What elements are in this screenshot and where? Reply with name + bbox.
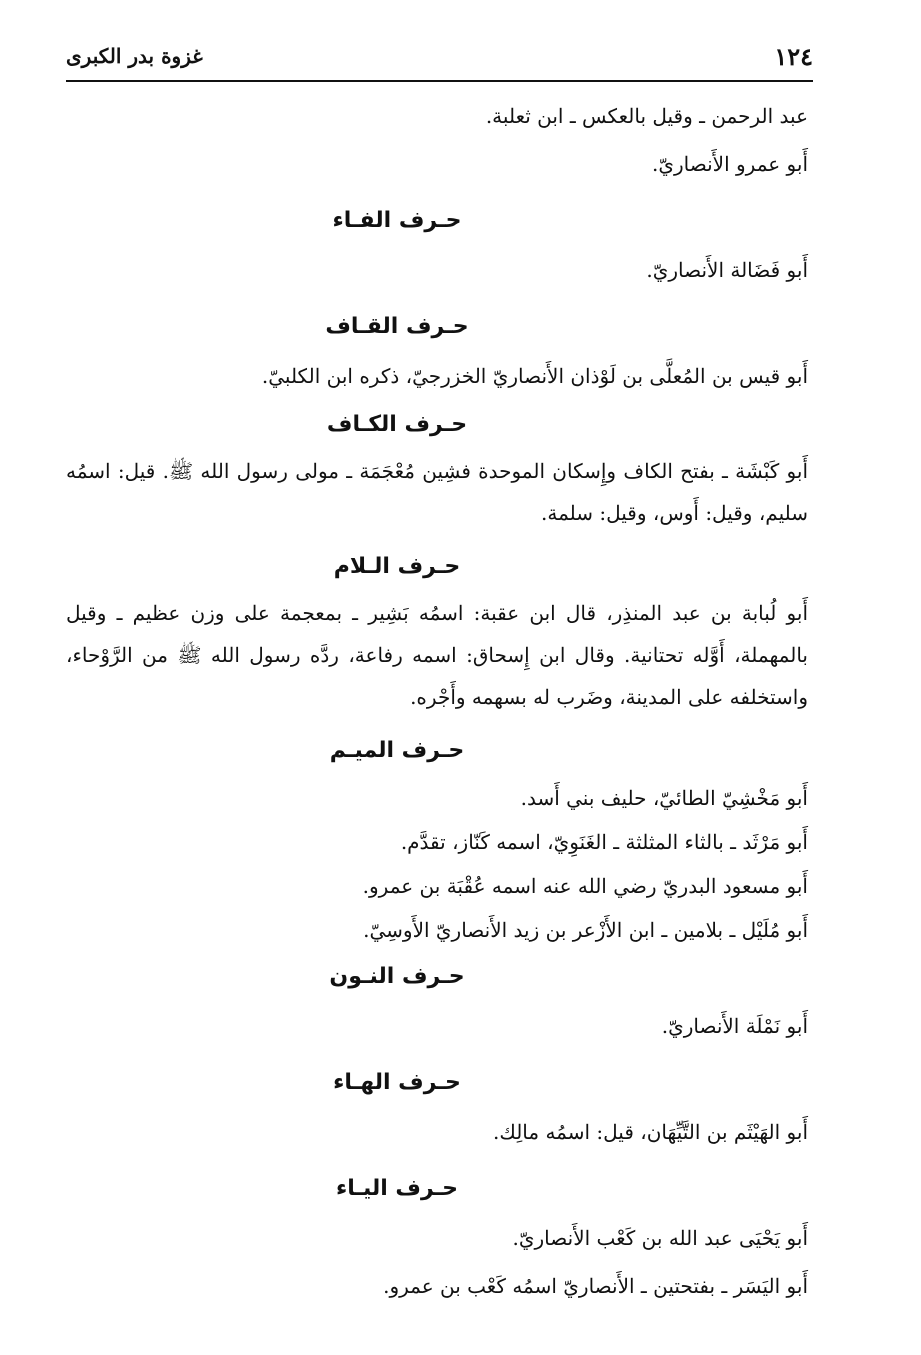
- entry-line: أَبو فَضَالة الأَنصاريّ.: [646, 258, 808, 282]
- section-heading-kaf: حـرف الكـاف: [326, 412, 468, 437]
- running-title: غزوة بدر الكبرى: [66, 44, 203, 68]
- entry-line: أَبو نَمْلَة الأَنصاريّ.: [661, 1014, 808, 1038]
- entry-line: أَبو مَخْشِيّ الطائيّ، حليف بني أَسد.: [520, 786, 808, 810]
- section-heading-nun: حـرف النـون: [329, 964, 465, 989]
- entry-line: عبد الرحمن ـ وقيل بالعكس ـ ابن ثعلبة.: [485, 104, 808, 128]
- section-heading-ha: حـرف الهـاء: [333, 1070, 461, 1095]
- entry-line: أَبو اليَسَر ـ بفتحتين ـ الأَنصاريّ اسمُه كَعْب بن عمرو.: [383, 1274, 808, 1298]
- section-heading-lam: حـرف الـلام: [333, 554, 461, 579]
- section-heading-qaf: حـرف القـاف: [325, 314, 469, 339]
- entry-paragraph: أَبو لُبابة بن عبد المنذِر، قال ابن عقبة: اسمُه بَشِير ـ بمعجمة على وزن عظيم ـ وقيل بالمهملة، أَوَّله تحتانية. وقال ابن إِسحاق: اسمه رفاعة، ردَّه رسول الله ﷺ من الرَّوْحاء، واستخلفه على المدينة، وضَرب له بسهمه وأَجْره.: [66, 601, 808, 709]
- entry-line: أَبو يَحْيَى عبد الله بن كَعْب الأَنصاريّ.: [512, 1226, 808, 1250]
- entry-line: أَبو مسعود البدريّ رضي الله عنه اسمه عُقْبَة بن عمرو.: [362, 874, 808, 898]
- entry-line: أَبو مُلَيْل ـ بلامين ـ ابن الأَزْعر بن زيد الأَنصاريّ الأَوسِيّ.: [363, 918, 808, 942]
- entry-paragraph: أَبو كَبْشَة ـ بفتح الكاف وإِسكان الموحدة فشِين مُعْجَمَة ـ مولى رسول الله ﷺ. قيل: اسمُه سليم، وقيل: أَوس، وقيل: سلمة.: [66, 459, 808, 525]
- section-heading-ya: حـرف اليـاء: [335, 1176, 459, 1201]
- section-heading-mim: حـرف الميـم: [329, 738, 465, 763]
- section-heading-fa: حـرف الفـاء: [332, 208, 462, 233]
- entry-line: أَبو مَرْثَد ـ بالثاء المثلثة ـ الغَنَوِيّ، اسمه كَنّاز، تقدَّم.: [400, 830, 808, 854]
- running-header: [66, 38, 813, 82]
- entry-line: أَبو عمرو الأَنصاريّ.: [652, 152, 808, 176]
- page-body: [66, 92, 808, 1310]
- entry-line: أَبو الهَيْثَم بن التَّيِّهَان، قيل: اسمُه مالِك.: [492, 1120, 808, 1144]
- page-number: ١٢٤: [774, 42, 813, 71]
- entry-line: أَبو قيس بن المُعلَّى بن لَوْذان الأَنصاريّ الخزرجيّ، ذكره ابن الكلبيّ.: [261, 364, 808, 388]
